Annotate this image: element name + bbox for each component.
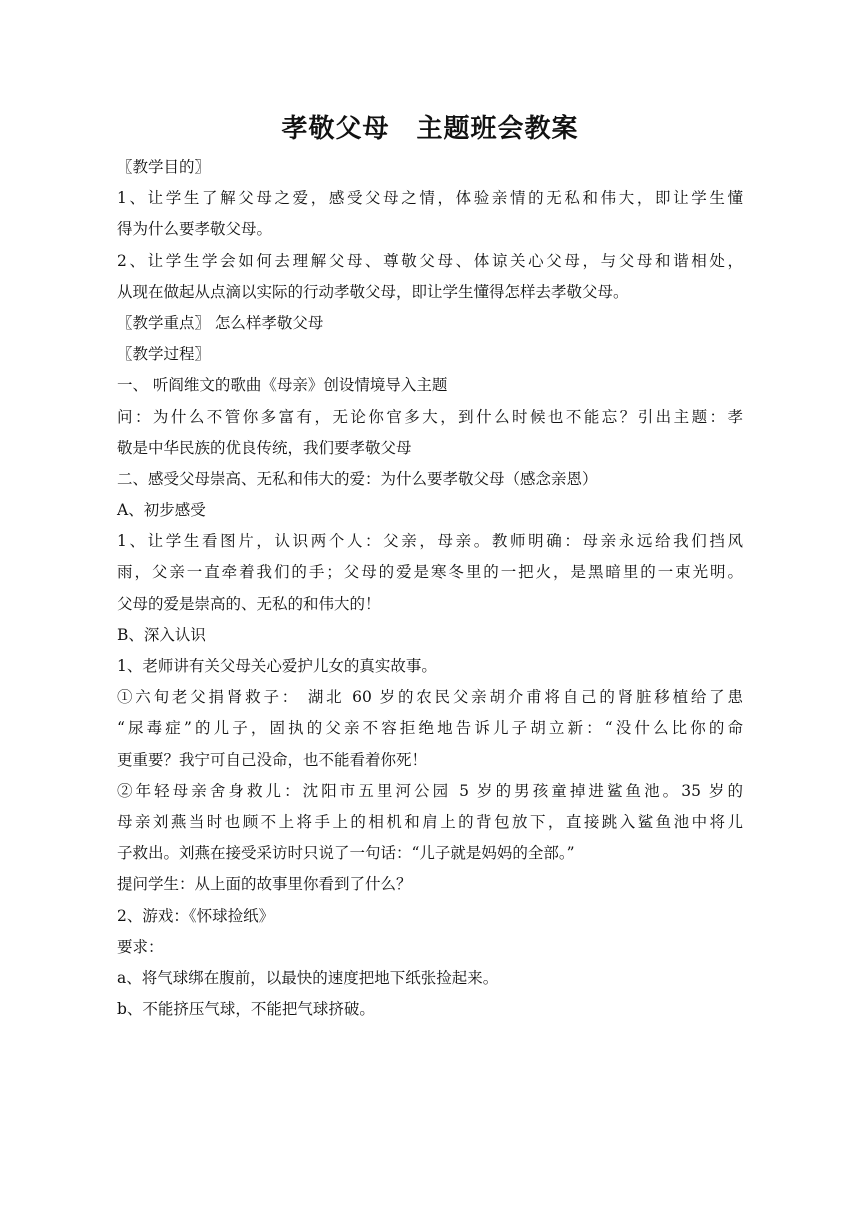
paragraph-line: 2、让学生学会如何去理解父母、尊敬父母、体谅关心父母，与父母和谐相处， (117, 251, 743, 270)
section-heading-key-point: 〖教学重点〗 怎么样孝敬父母 (117, 313, 324, 332)
section-heading-objectives: 〖教学目的〗 (117, 158, 211, 176)
paragraph-line: 2、游戏：《怀球捡纸》 (117, 906, 275, 925)
paragraph-line: 雨，父亲一直牵着我们的手；父母的爱是寒冬里的一把火，是黑暗里的一束光明。 (117, 563, 743, 582)
paragraph-line: 敬是中华民族的优良传统，我们要孝敬父母 (117, 438, 412, 457)
page-title: 孝敬父母 主题班会教案 (281, 114, 579, 144)
paragraph-line: 提问学生：从上面的故事里你看到了什么？ (117, 875, 412, 894)
paragraph-line: 从现在做起从点滴以实际的行动孝敬父母，即让学生懂得怎样去孝敬父母。 (117, 282, 629, 301)
paragraph-line: 问：为什么不管你多富有，无论你官多大，到什么时候也不能忘？引出主题：孝 (117, 407, 743, 426)
paragraph-line: 父母的爱是崇高的、无私的和伟大的！ (117, 594, 381, 613)
paragraph-line: ①六旬老父捐肾救子： 湖北 60 岁的农民父亲胡介甫将自己的肾脏移植给了患 (117, 688, 743, 707)
paragraph-line: ②年轻母亲舍身救儿：沈阳市五里河公园 5 岁的男孩童掉进鲨鱼池。35 岁的 (117, 781, 743, 800)
paragraph-line: 二、感受父母崇高、无私和伟大的爱：为什么要孝敬父母（感念亲恩） (117, 469, 598, 488)
paragraph-line: a、将气球绑在腹前，以最快的速度把地下纸张捡起来。 (117, 968, 499, 987)
paragraph-line: 更重要？我宁可自己没命，也不能看着你死！ (117, 750, 428, 769)
paragraph-line: 子救出。刘燕在接受采访时只说了一句话：“儿子就是妈妈的全部。” (117, 844, 575, 863)
paragraph-line: 要求： (117, 937, 164, 956)
paragraph-line: 1、老师讲有关父母关心爱护儿女的真实故事。 (117, 657, 437, 675)
document-body (117, 152, 743, 1025)
paragraph-line: 得为什么要孝敬父母。 (117, 220, 273, 239)
section-heading-process: 〖教学过程〗 (117, 345, 211, 364)
paragraph-line: 母亲刘燕当时也顾不上将手上的相机和肩上的背包放下，直接跳入鲨鱼池中将儿 (117, 812, 743, 831)
paragraph-line: 1、让学生了解父母之爱，感受父母之情，体验亲情的无私和伟大，即让学生懂 (117, 189, 743, 208)
subsection-heading: B、深入认识 (117, 625, 206, 644)
paragraph-line: 1、让学生看图片，认识两个人：父亲，母亲。教师明确：母亲永远给我们挡风 (117, 532, 743, 551)
paragraph-line: “尿毒症”的儿子，固执的父亲不容拒绝地告诉儿子胡立新：“没什么比你的命 (117, 719, 743, 738)
subsection-heading: A、初步感受 (117, 501, 206, 520)
paragraph-line: b、不能挤压气球，不能把气球挤破。 (117, 1000, 375, 1019)
paragraph-line: 一、 听阎维文的歌曲《母亲》创设情境导入主题 (117, 376, 448, 395)
